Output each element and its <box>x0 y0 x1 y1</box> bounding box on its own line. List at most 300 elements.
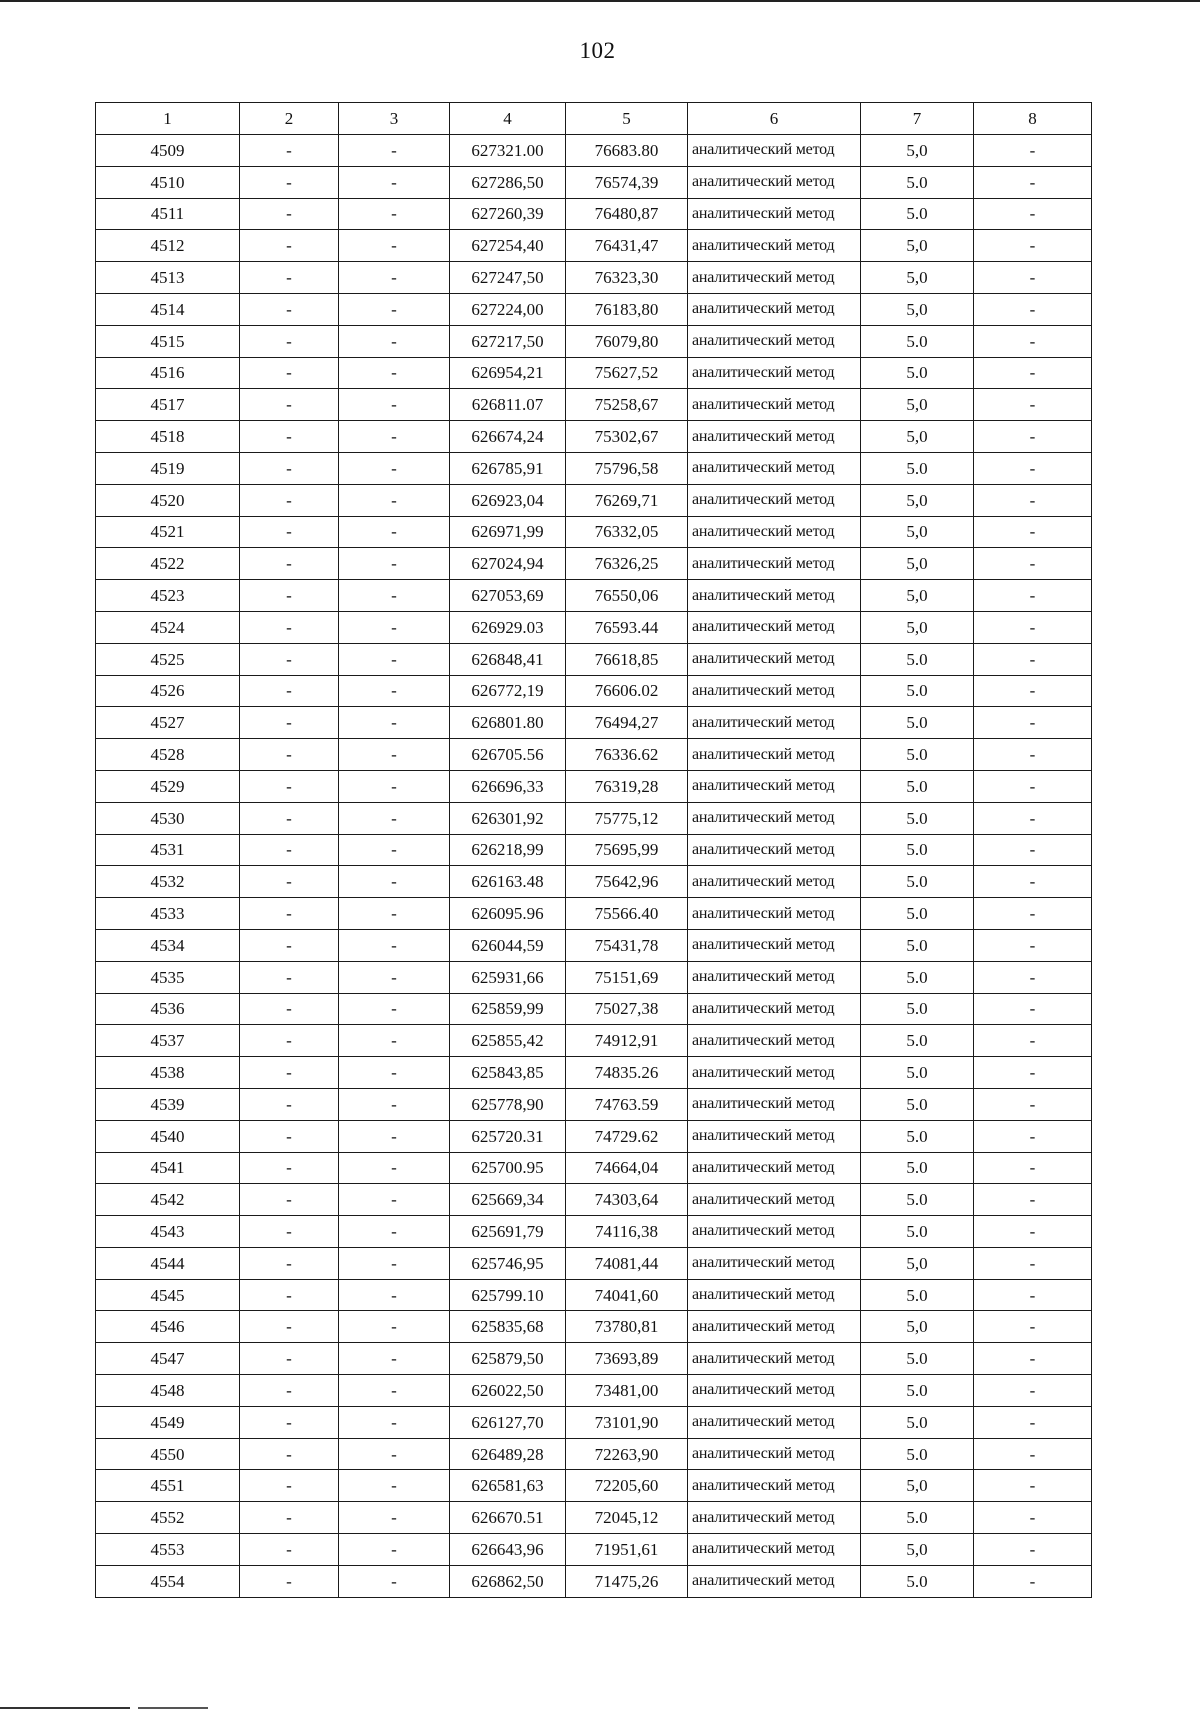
method-cell: аналитический метод <box>688 929 861 961</box>
col3-cell: - <box>339 643 450 675</box>
col3-cell: - <box>339 834 450 866</box>
table-row <box>96 1152 1092 1184</box>
col3-cell: - <box>339 929 450 961</box>
col8-cell: - <box>974 802 1092 834</box>
x-coordinate-cell: 627286,50 <box>450 166 566 198</box>
col8-cell: - <box>974 389 1092 421</box>
col8-cell: - <box>974 230 1092 262</box>
col8-cell: - <box>974 293 1092 325</box>
column-header-1: 1 <box>96 103 240 135</box>
method-cell: аналитический метод <box>688 357 861 389</box>
col2-cell: - <box>240 1311 339 1343</box>
point-number-cell: 4510 <box>96 166 240 198</box>
point-number-cell: 4546 <box>96 1311 240 1343</box>
page-number: 102 <box>579 38 616 63</box>
col8-cell: - <box>974 1120 1092 1152</box>
col2-cell: - <box>240 929 339 961</box>
accuracy-cell: 5.0 <box>861 1120 974 1152</box>
col2-cell: - <box>240 1343 339 1375</box>
col3-cell: - <box>339 452 450 484</box>
y-coordinate-cell: 75627,52 <box>566 357 688 389</box>
method-cell: аналитический метод <box>688 230 861 262</box>
col8-cell: - <box>974 1057 1092 1089</box>
y-coordinate-cell: 76593.44 <box>566 611 688 643</box>
point-number-cell: 4534 <box>96 929 240 961</box>
column-header-4: 4 <box>450 103 566 135</box>
table-header <box>96 103 1092 135</box>
point-number-cell: 4525 <box>96 643 240 675</box>
col2-cell: - <box>240 802 339 834</box>
point-number-cell: 4544 <box>96 1247 240 1279</box>
col8-cell: - <box>974 548 1092 580</box>
point-number-cell: 4520 <box>96 484 240 516</box>
y-coordinate-cell: 74081,44 <box>566 1247 688 1279</box>
table-row <box>96 1565 1092 1597</box>
x-coordinate-cell: 625691,79 <box>450 1216 566 1248</box>
method-cell: аналитический метод <box>688 1057 861 1089</box>
method-cell: аналитический метод <box>688 675 861 707</box>
x-coordinate-cell: 625746,95 <box>450 1247 566 1279</box>
table-row <box>96 135 1092 167</box>
point-number-cell: 4539 <box>96 1088 240 1120</box>
x-coordinate-cell: 626301,92 <box>450 802 566 834</box>
accuracy-cell: 5,0 <box>861 611 974 643</box>
method-cell: аналитический метод <box>688 1406 861 1438</box>
accuracy-cell: 5.0 <box>861 1088 974 1120</box>
coordinates-table <box>95 102 1092 1598</box>
method-cell: аналитический метод <box>688 325 861 357</box>
table-row <box>96 643 1092 675</box>
col2-cell: - <box>240 1375 339 1407</box>
col8-cell: - <box>974 1216 1092 1248</box>
method-cell: аналитический метод <box>688 1152 861 1184</box>
point-number-cell: 4515 <box>96 325 240 357</box>
point-number-cell: 4541 <box>96 1152 240 1184</box>
y-coordinate-cell: 75258,67 <box>566 389 688 421</box>
col3-cell: - <box>339 961 450 993</box>
accuracy-cell: 5.0 <box>861 929 974 961</box>
x-coordinate-cell: 626954,21 <box>450 357 566 389</box>
table-row <box>96 293 1092 325</box>
col8-cell: - <box>974 198 1092 230</box>
table-row <box>96 389 1092 421</box>
accuracy-cell: 5.0 <box>861 1406 974 1438</box>
col3-cell: - <box>339 611 450 643</box>
col3-cell: - <box>339 675 450 707</box>
table-row <box>96 1470 1092 1502</box>
col2-cell: - <box>240 961 339 993</box>
method-cell: аналитический метод <box>688 580 861 612</box>
col8-cell: - <box>974 357 1092 389</box>
point-number-cell: 4540 <box>96 1120 240 1152</box>
col8-cell: - <box>974 262 1092 294</box>
col8-cell: - <box>974 1088 1092 1120</box>
y-coordinate-cell: 76332,05 <box>566 516 688 548</box>
y-coordinate-cell: 76683.80 <box>566 135 688 167</box>
point-number-cell: 4521 <box>96 516 240 548</box>
table-row <box>96 834 1092 866</box>
table-row <box>96 1279 1092 1311</box>
x-coordinate-cell: 625700.95 <box>450 1152 566 1184</box>
col2-cell: - <box>240 135 339 167</box>
point-number-cell: 4532 <box>96 866 240 898</box>
accuracy-cell: 5.0 <box>861 357 974 389</box>
col2-cell: - <box>240 643 339 675</box>
method-cell: аналитический метод <box>688 516 861 548</box>
point-number-cell: 4514 <box>96 293 240 325</box>
method-cell: аналитический метод <box>688 452 861 484</box>
col3-cell: - <box>339 135 450 167</box>
table-row <box>96 198 1092 230</box>
accuracy-cell: 5,0 <box>861 135 974 167</box>
x-coordinate-cell: 626862,50 <box>450 1565 566 1597</box>
method-cell: аналитический метод <box>688 1565 861 1597</box>
col3-cell: - <box>339 516 450 548</box>
accuracy-cell: 5.0 <box>861 770 974 802</box>
x-coordinate-cell: 627260,39 <box>450 198 566 230</box>
col3-cell: - <box>339 1311 450 1343</box>
accuracy-cell: 5,0 <box>861 580 974 612</box>
x-coordinate-cell: 626923,04 <box>450 484 566 516</box>
col3-cell: - <box>339 1502 450 1534</box>
x-coordinate-cell: 625778,90 <box>450 1088 566 1120</box>
y-coordinate-cell: 72045,12 <box>566 1502 688 1534</box>
method-cell: аналитический метод <box>688 1184 861 1216</box>
col8-cell: - <box>974 611 1092 643</box>
col3-cell: - <box>339 1406 450 1438</box>
col8-cell: - <box>974 1406 1092 1438</box>
x-coordinate-cell: 626848,41 <box>450 643 566 675</box>
col3-cell: - <box>339 1470 450 1502</box>
col8-cell: - <box>974 1279 1092 1311</box>
table-row <box>96 1247 1092 1279</box>
accuracy-cell: 5,0 <box>861 293 974 325</box>
col2-cell: - <box>240 484 339 516</box>
y-coordinate-cell: 72205,60 <box>566 1470 688 1502</box>
table-row <box>96 1216 1092 1248</box>
col8-cell: - <box>974 452 1092 484</box>
accuracy-cell: 5.0 <box>861 802 974 834</box>
col8-cell: - <box>974 1470 1092 1502</box>
y-coordinate-cell: 74041,60 <box>566 1279 688 1311</box>
x-coordinate-cell: 625843,85 <box>450 1057 566 1089</box>
point-number-cell: 4517 <box>96 389 240 421</box>
col3-cell: - <box>339 866 450 898</box>
method-cell: аналитический метод <box>688 961 861 993</box>
table-row <box>96 484 1092 516</box>
x-coordinate-cell: 626801.80 <box>450 707 566 739</box>
table-row <box>96 230 1092 262</box>
col3-cell: - <box>339 1025 450 1057</box>
col8-cell: - <box>974 1438 1092 1470</box>
point-number-cell: 4533 <box>96 898 240 930</box>
x-coordinate-cell: 626705.56 <box>450 739 566 771</box>
x-coordinate-cell: 625931,66 <box>450 961 566 993</box>
y-coordinate-cell: 76269,71 <box>566 484 688 516</box>
col2-cell: - <box>240 293 339 325</box>
column-header-6: 6 <box>688 103 861 135</box>
point-number-cell: 4549 <box>96 1406 240 1438</box>
col8-cell: - <box>974 961 1092 993</box>
bottom-scan-mark <box>0 1707 130 1709</box>
point-number-cell: 4528 <box>96 739 240 771</box>
accuracy-cell: 5.0 <box>861 898 974 930</box>
col8-cell: - <box>974 1247 1092 1279</box>
accuracy-cell: 5,0 <box>861 421 974 453</box>
y-coordinate-cell: 76480,87 <box>566 198 688 230</box>
col2-cell: - <box>240 452 339 484</box>
col8-cell: - <box>974 1025 1092 1057</box>
y-coordinate-cell: 72263,90 <box>566 1438 688 1470</box>
y-coordinate-cell: 71475,26 <box>566 1565 688 1597</box>
method-cell: аналитический метод <box>688 834 861 866</box>
accuracy-cell: 5,0 <box>861 548 974 580</box>
point-number-cell: 4551 <box>96 1470 240 1502</box>
col2-cell: - <box>240 1184 339 1216</box>
col3-cell: - <box>339 1247 450 1279</box>
point-number-cell: 4554 <box>96 1565 240 1597</box>
y-coordinate-cell: 76323,30 <box>566 262 688 294</box>
col2-cell: - <box>240 1438 339 1470</box>
col8-cell: - <box>974 898 1092 930</box>
y-coordinate-cell: 75151,69 <box>566 961 688 993</box>
accuracy-cell: 5.0 <box>861 866 974 898</box>
method-cell: аналитический метод <box>688 135 861 167</box>
accuracy-cell: 5,0 <box>861 484 974 516</box>
top-scan-border <box>0 0 1200 2</box>
col2-cell: - <box>240 1247 339 1279</box>
method-cell: аналитический метод <box>688 739 861 771</box>
col8-cell: - <box>974 421 1092 453</box>
method-cell: аналитический метод <box>688 421 861 453</box>
y-coordinate-cell: 73780,81 <box>566 1311 688 1343</box>
col2-cell: - <box>240 1502 339 1534</box>
column-header-8: 8 <box>974 103 1092 135</box>
col3-cell: - <box>339 1057 450 1089</box>
x-coordinate-cell: 625855,42 <box>450 1025 566 1057</box>
table-row <box>96 611 1092 643</box>
table-row <box>96 929 1092 961</box>
col3-cell: - <box>339 739 450 771</box>
col8-cell: - <box>974 1184 1092 1216</box>
method-cell: аналитический метод <box>688 1502 861 1534</box>
accuracy-cell: 5.0 <box>861 1216 974 1248</box>
table-row <box>96 1057 1092 1089</box>
col2-cell: - <box>240 548 339 580</box>
method-cell: аналитический метод <box>688 643 861 675</box>
col2-cell: - <box>240 1088 339 1120</box>
col3-cell: - <box>339 262 450 294</box>
x-coordinate-cell: 627254,40 <box>450 230 566 262</box>
table-row <box>96 675 1092 707</box>
point-number-cell: 4550 <box>96 1438 240 1470</box>
accuracy-cell: 5,0 <box>861 262 974 294</box>
table-row <box>96 1438 1092 1470</box>
accuracy-cell: 5,0 <box>861 1247 974 1279</box>
col3-cell: - <box>339 230 450 262</box>
col2-cell: - <box>240 1152 339 1184</box>
col2-cell: - <box>240 230 339 262</box>
accuracy-cell: 5.0 <box>861 643 974 675</box>
x-coordinate-cell: 625720.31 <box>450 1120 566 1152</box>
col2-cell: - <box>240 1057 339 1089</box>
header-row <box>96 103 1092 135</box>
col8-cell: - <box>974 1311 1092 1343</box>
column-header-7: 7 <box>861 103 974 135</box>
col2-cell: - <box>240 580 339 612</box>
accuracy-cell: 5.0 <box>861 993 974 1025</box>
point-number-cell: 4512 <box>96 230 240 262</box>
accuracy-cell: 5.0 <box>861 1502 974 1534</box>
column-header-5: 5 <box>566 103 688 135</box>
col2-cell: - <box>240 1534 339 1566</box>
col2-cell: - <box>240 898 339 930</box>
method-cell: аналитический метод <box>688 1120 861 1152</box>
table-row <box>96 548 1092 580</box>
point-number-cell: 4542 <box>96 1184 240 1216</box>
method-cell: аналитический метод <box>688 707 861 739</box>
col8-cell: - <box>974 484 1092 516</box>
col2-cell: - <box>240 707 339 739</box>
col2-cell: - <box>240 993 339 1025</box>
x-coordinate-cell: 626785,91 <box>450 452 566 484</box>
point-number-cell: 4516 <box>96 357 240 389</box>
method-cell: аналитический метод <box>688 866 861 898</box>
accuracy-cell: 5.0 <box>861 1343 974 1375</box>
table-row <box>96 1120 1092 1152</box>
accuracy-cell: 5.0 <box>861 1057 974 1089</box>
col2-cell: - <box>240 834 339 866</box>
table-row <box>96 707 1092 739</box>
x-coordinate-cell: 627321.00 <box>450 135 566 167</box>
table-row <box>96 421 1092 453</box>
point-number-cell: 4543 <box>96 1216 240 1248</box>
accuracy-cell: 5.0 <box>861 166 974 198</box>
column-header-3: 3 <box>339 103 450 135</box>
col3-cell: - <box>339 1120 450 1152</box>
point-number-cell: 4553 <box>96 1534 240 1566</box>
col8-cell: - <box>974 1502 1092 1534</box>
accuracy-cell: 5.0 <box>861 707 974 739</box>
accuracy-cell: 5.0 <box>861 198 974 230</box>
y-coordinate-cell: 75796,58 <box>566 452 688 484</box>
x-coordinate-cell: 626489,28 <box>450 1438 566 1470</box>
table-row <box>96 580 1092 612</box>
col3-cell: - <box>339 548 450 580</box>
method-cell: аналитический метод <box>688 611 861 643</box>
table-body <box>96 135 1092 1598</box>
method-cell: аналитический метод <box>688 484 861 516</box>
bottom-scan-mark-2 <box>138 1707 208 1709</box>
x-coordinate-cell: 626127,70 <box>450 1406 566 1438</box>
method-cell: аналитический метод <box>688 1343 861 1375</box>
x-coordinate-cell: 626674,24 <box>450 421 566 453</box>
y-coordinate-cell: 76336.62 <box>566 739 688 771</box>
col3-cell: - <box>339 1438 450 1470</box>
x-coordinate-cell: 626772,19 <box>450 675 566 707</box>
table-row <box>96 357 1092 389</box>
accuracy-cell: 5.0 <box>861 1152 974 1184</box>
x-coordinate-cell: 627247,50 <box>450 262 566 294</box>
table-row <box>96 866 1092 898</box>
point-number-cell: 4538 <box>96 1057 240 1089</box>
x-coordinate-cell: 627053,69 <box>450 580 566 612</box>
col3-cell: - <box>339 1152 450 1184</box>
table-row <box>96 739 1092 771</box>
col2-cell: - <box>240 866 339 898</box>
table-row <box>96 1184 1092 1216</box>
col8-cell: - <box>974 325 1092 357</box>
x-coordinate-cell: 626696,33 <box>450 770 566 802</box>
x-coordinate-cell: 626095.96 <box>450 898 566 930</box>
x-coordinate-cell: 625669,34 <box>450 1184 566 1216</box>
col3-cell: - <box>339 1088 450 1120</box>
x-coordinate-cell: 626811.07 <box>450 389 566 421</box>
x-coordinate-cell: 625835,68 <box>450 1311 566 1343</box>
y-coordinate-cell: 74664,04 <box>566 1152 688 1184</box>
col8-cell: - <box>974 675 1092 707</box>
col3-cell: - <box>339 770 450 802</box>
col2-cell: - <box>240 1216 339 1248</box>
col2-cell: - <box>240 166 339 198</box>
x-coordinate-cell: 626929.03 <box>450 611 566 643</box>
accuracy-cell: 5.0 <box>861 1565 974 1597</box>
point-number-cell: 4531 <box>96 834 240 866</box>
table-row <box>96 1502 1092 1534</box>
col8-cell: - <box>974 866 1092 898</box>
col3-cell: - <box>339 802 450 834</box>
col2-cell: - <box>240 198 339 230</box>
col2-cell: - <box>240 1025 339 1057</box>
y-coordinate-cell: 71951,61 <box>566 1534 688 1566</box>
y-coordinate-cell: 75775,12 <box>566 802 688 834</box>
method-cell: аналитический метод <box>688 993 861 1025</box>
col3-cell: - <box>339 198 450 230</box>
x-coordinate-cell: 626971,99 <box>450 516 566 548</box>
y-coordinate-cell: 76494,27 <box>566 707 688 739</box>
table-row <box>96 262 1092 294</box>
point-number-cell: 4511 <box>96 198 240 230</box>
x-coordinate-cell: 626163.48 <box>450 866 566 898</box>
y-coordinate-cell: 76431,47 <box>566 230 688 262</box>
accuracy-cell: 5,0 <box>861 389 974 421</box>
point-number-cell: 4518 <box>96 421 240 453</box>
y-coordinate-cell: 76618,85 <box>566 643 688 675</box>
col3-cell: - <box>339 707 450 739</box>
col3-cell: - <box>339 898 450 930</box>
col2-cell: - <box>240 262 339 294</box>
accuracy-cell: 5,0 <box>861 230 974 262</box>
col2-cell: - <box>240 1565 339 1597</box>
method-cell: аналитический метод <box>688 389 861 421</box>
col8-cell: - <box>974 739 1092 771</box>
y-coordinate-cell: 74835.26 <box>566 1057 688 1089</box>
point-number-cell: 4523 <box>96 580 240 612</box>
y-coordinate-cell: 76319,28 <box>566 770 688 802</box>
accuracy-cell: 5.0 <box>861 961 974 993</box>
y-coordinate-cell: 74116,38 <box>566 1216 688 1248</box>
col8-cell: - <box>974 834 1092 866</box>
col3-cell: - <box>339 166 450 198</box>
method-cell: аналитический метод <box>688 293 861 325</box>
table-row <box>96 166 1092 198</box>
col2-cell: - <box>240 1470 339 1502</box>
method-cell: аналитический метод <box>688 770 861 802</box>
col3-cell: - <box>339 1565 450 1597</box>
col2-cell: - <box>240 516 339 548</box>
point-number-cell: 4547 <box>96 1343 240 1375</box>
x-coordinate-cell: 626581,63 <box>450 1470 566 1502</box>
